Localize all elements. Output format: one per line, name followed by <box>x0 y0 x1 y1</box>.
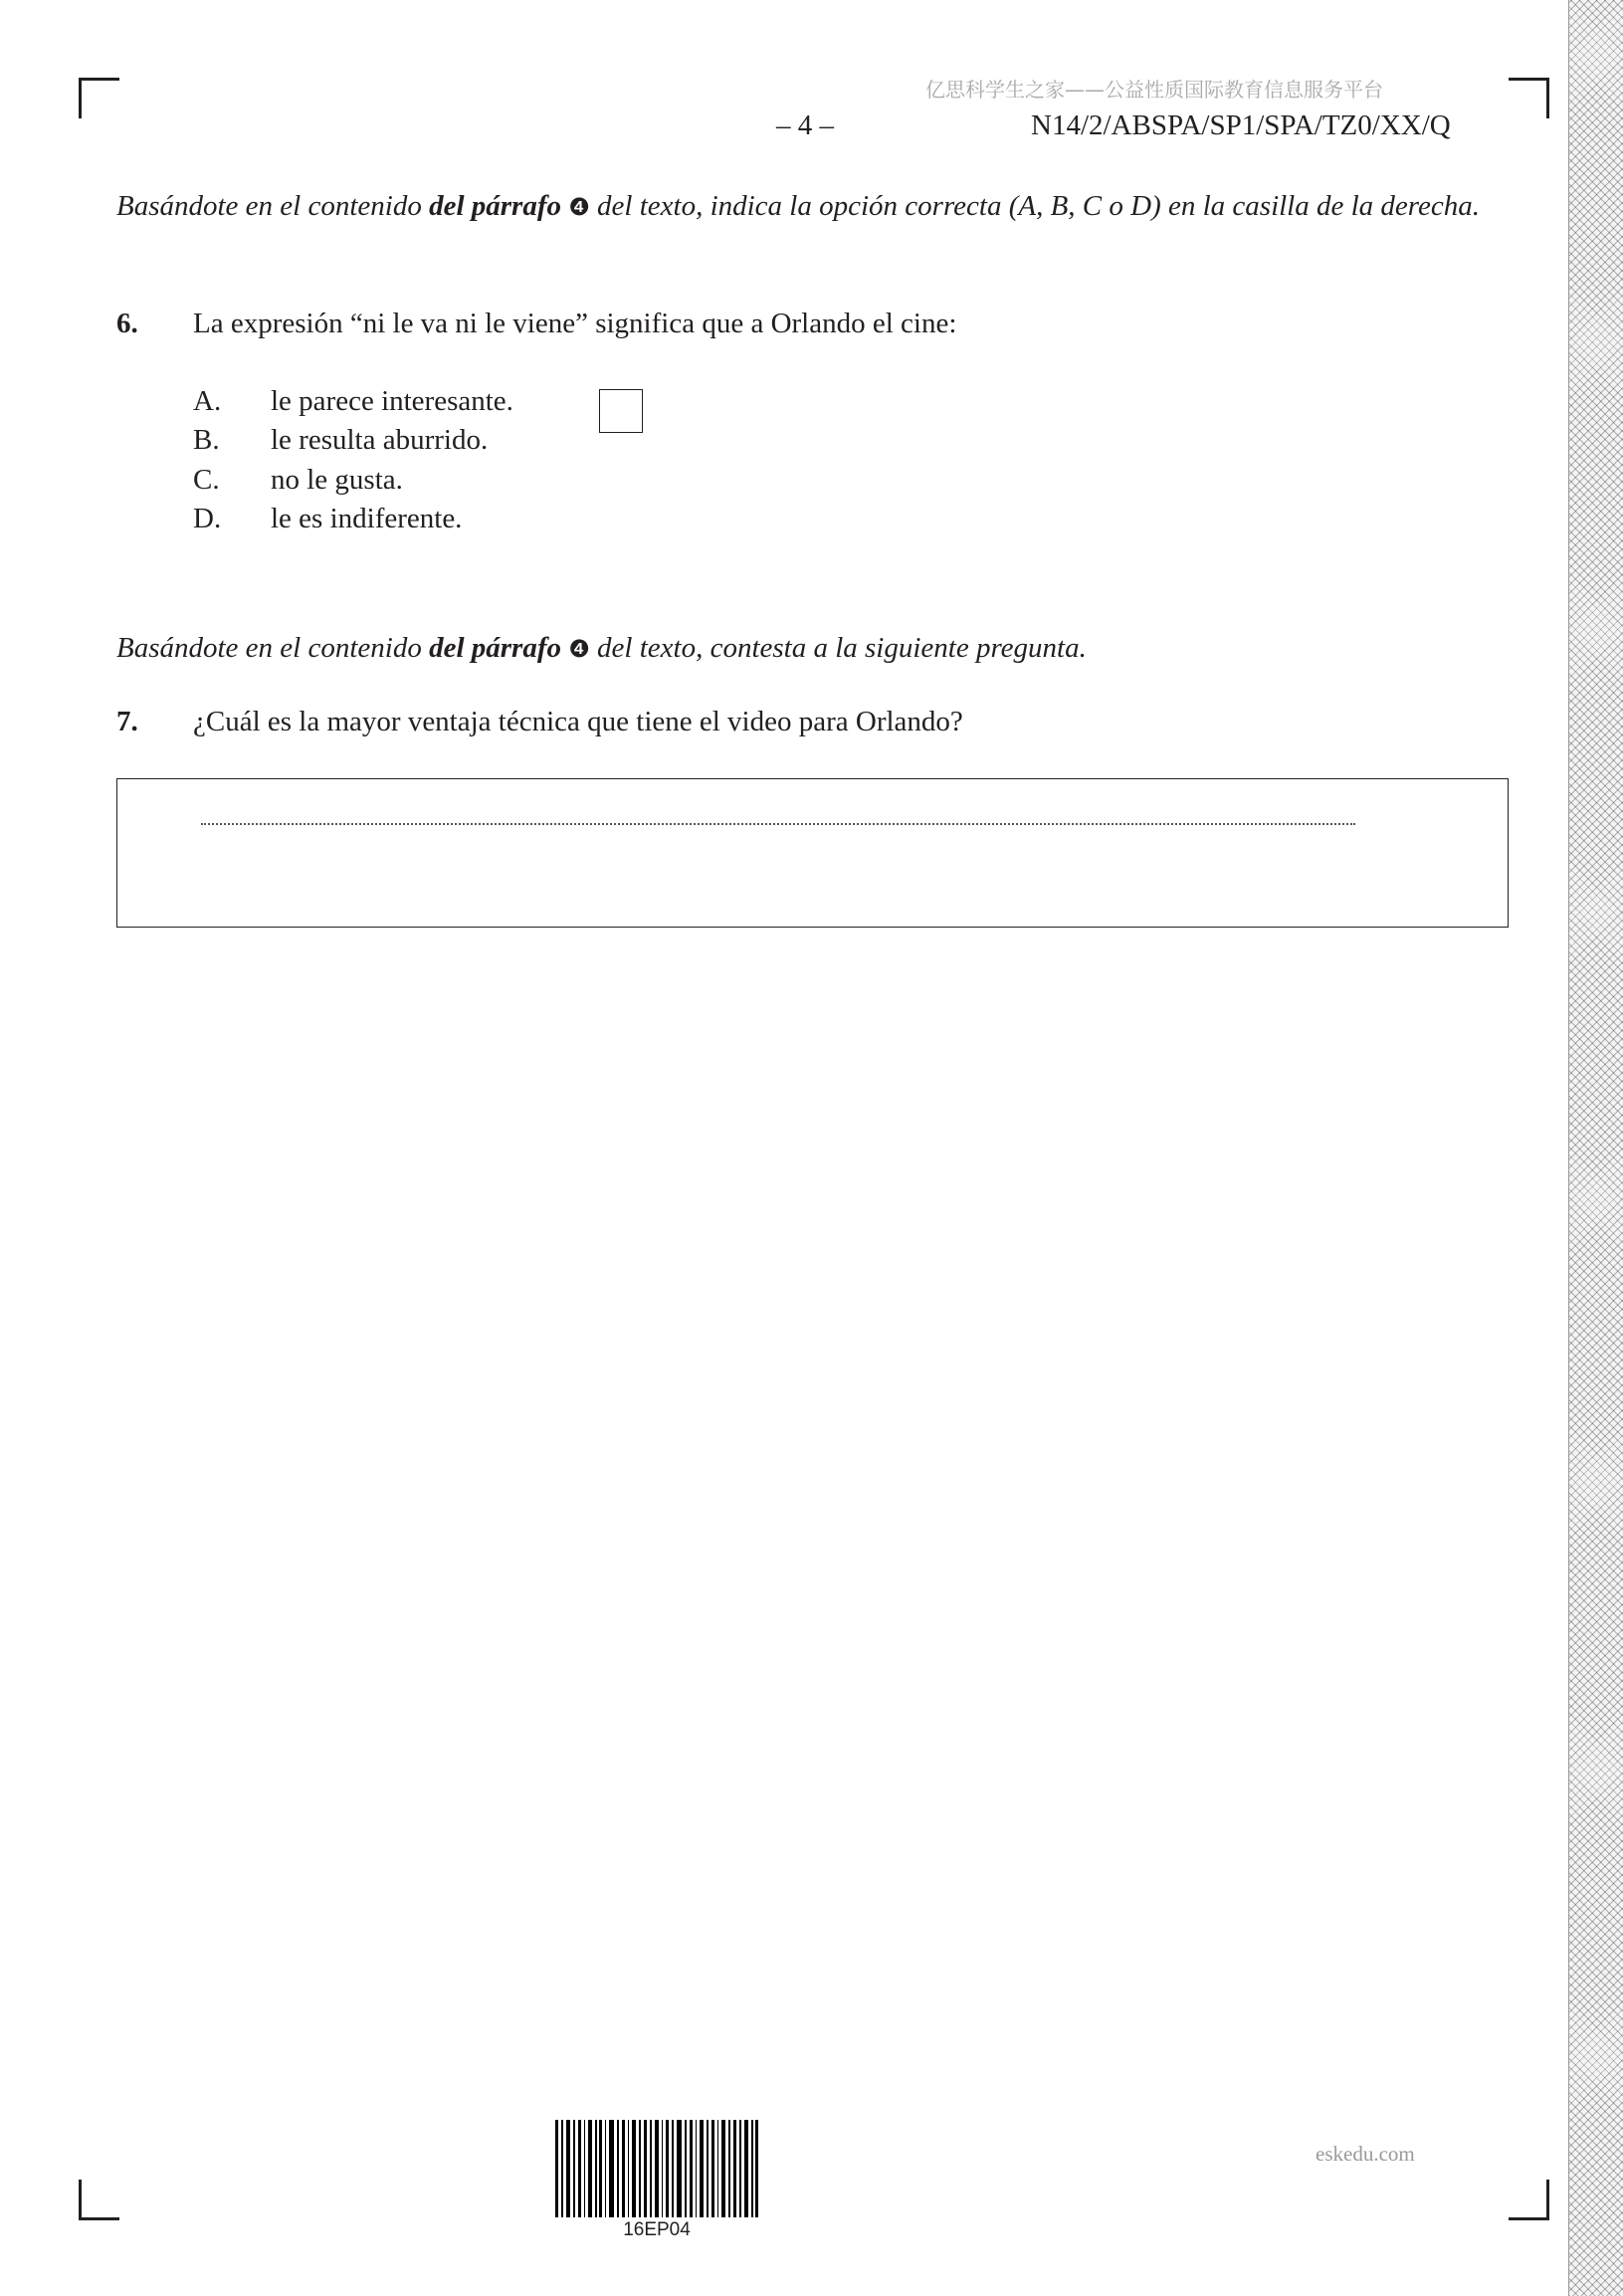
option-c-letter: C. <box>193 464 220 496</box>
option-c-text: no le gusta. <box>271 464 403 496</box>
answer-dotted-line[interactable] <box>201 823 1355 825</box>
answer-box-question-6[interactable] <box>599 389 643 433</box>
crop-mark-top-right <box>1509 78 1549 118</box>
crop-mark-bottom-right <box>1509 2180 1549 2220</box>
paragraph-marker-icon: ❹ <box>568 193 590 221</box>
option-b-text: le resulta aburrido. <box>271 424 489 456</box>
option-d-letter: D. <box>193 503 222 534</box>
option-d-text: le es indiferente. <box>271 503 463 534</box>
crop-mark-bottom-left <box>79 2180 119 2220</box>
question-7-text: ¿Cuál es la mayor ventaja técnica que tiene el video para Orlando? <box>193 706 963 737</box>
question-7-number: 7. <box>116 706 138 737</box>
instruction-multiple-choice: Basándote en el contenido del párrafo ❹ del texto, indica la opción correcta (A, B, C o D) en la casilla de la derecha. <box>116 190 1480 222</box>
barcode <box>555 2120 758 2217</box>
instruction-short-answer: Basándote en el contenido del párrafo ❹ del texto, contesta a la siguiente pregunta. <box>116 632 1087 664</box>
question-6-number: 6. <box>116 308 138 339</box>
paragraph-marker-icon: ❹ <box>568 635 590 663</box>
side-margin-pattern <box>1568 0 1623 2296</box>
header-watermark: 亿思科学生之家——公益性质国际教育信息服务平台 <box>925 78 1383 102</box>
paper-code: N14/2/ABSPA/SP1/SPA/TZ0/XX/Q <box>1031 109 1451 141</box>
question-6-text: La expresión “ni le va ni le viene” significa que a Orlando el cine: <box>193 308 957 339</box>
crop-mark-top-left <box>79 78 119 118</box>
answer-box-question-7[interactable] <box>116 778 1509 928</box>
footer-site: eskedu.com <box>1316 2142 1415 2166</box>
option-b-letter: B. <box>193 424 220 456</box>
option-a-text: le parece interesante. <box>271 385 513 417</box>
option-a-letter: A. <box>193 385 222 417</box>
barcode-label: 16EP04 <box>623 2219 691 2240</box>
page-number: – 4 – <box>776 109 834 141</box>
